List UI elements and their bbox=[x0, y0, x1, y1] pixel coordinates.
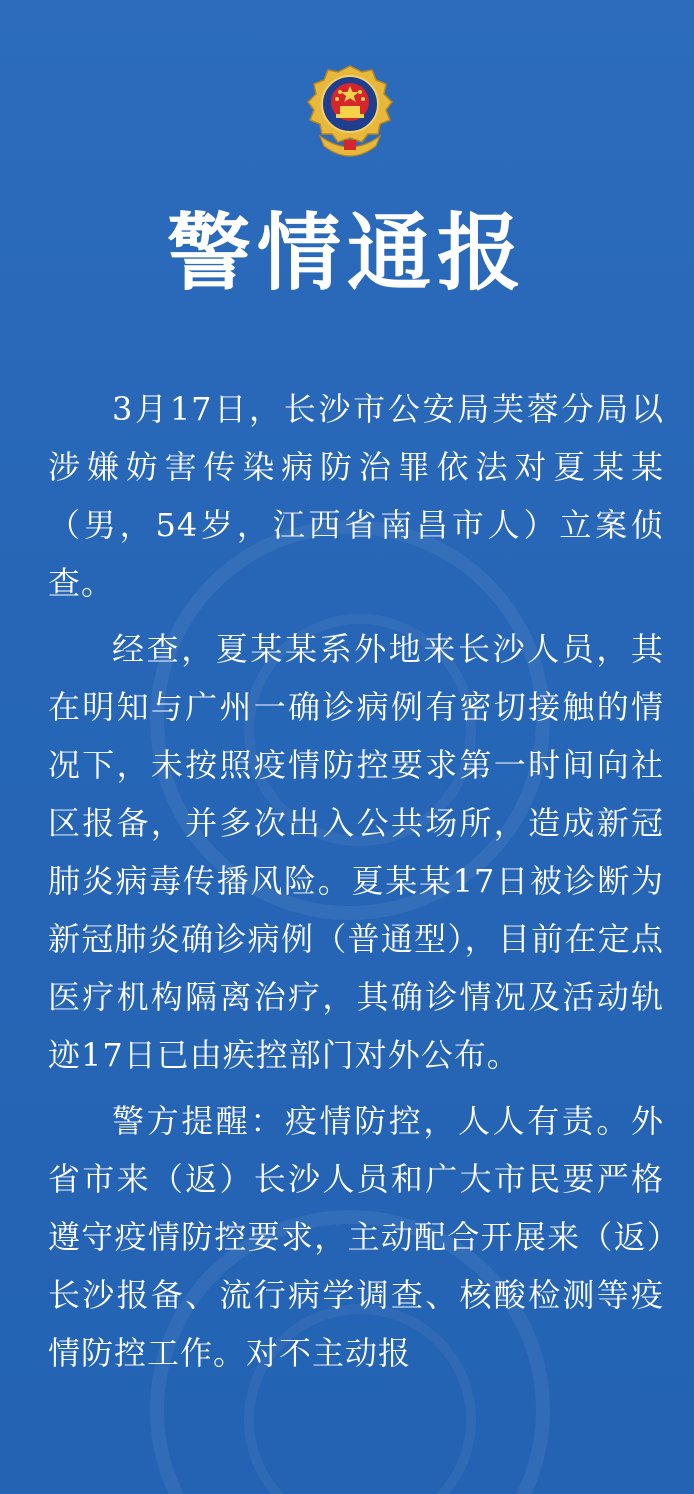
notice-body bbox=[48, 380, 664, 1390]
paragraph-2: 经查，夏某某系外地来长沙人员，其在明知与广州一确诊病例有密切接触的情况下，未按照疫情防控要求第一时间向社区报备，并多次出入公共场所，造成新冠肺炎病毒传播风险。夏某某17日被诊断为新冠肺炎确诊病例（普通型），目前在定点医疗机构隔离治疗，其确诊情况及活动轨迹17日已由疾控部门对外公布。 bbox=[48, 630, 664, 1074]
paragraph-3: 警方提醒：疫情防控，人人有责。外省市来（返）长沙人员和广大市民要严格遵守疫情防控要求，主动配合开展来（返）长沙报备、流行病学调查、核酸检测等疫情防控工作。对不主动报 bbox=[48, 1102, 664, 1372]
paragraph-1: 3月17日，长沙市公安局芙蓉分局以涉嫌妨害传染病防治罪依法对夏某某（男，54岁，江西省南昌市人）立案侦查。 bbox=[48, 390, 664, 602]
page-title: 警情通报 bbox=[166, 204, 527, 302]
police-badge-icon bbox=[300, 62, 400, 166]
